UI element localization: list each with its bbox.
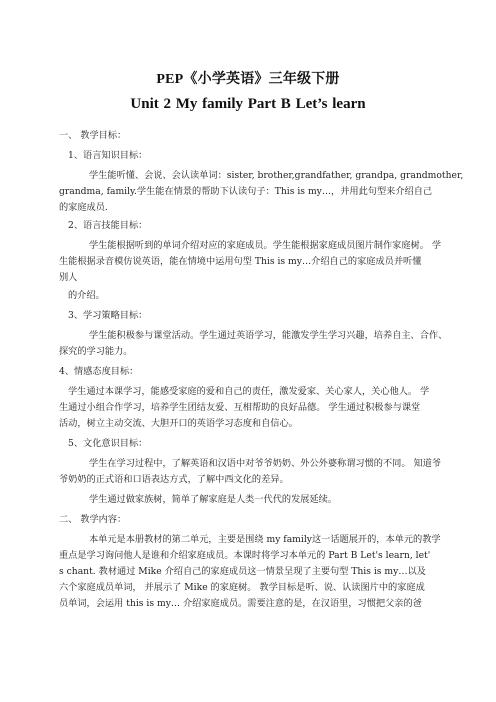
paragraph-line: 学生在学习过程中，了解英语和汉语中对爷爷奶奶、外公外婆称谓习惯的不同。 知道爷	[89, 458, 442, 469]
paragraph-line: 爷奶奶的正式语和口语表达方式，了解中西文化的差异。	[59, 474, 289, 485]
paragraph-line: 学生能听懂、会说、会认读单词：sister, brother,grandfather, grandpa, grandmother,	[89, 170, 464, 181]
paragraph-line: grandma, family.学生能在情景的帮助下认读句子：This is my…，并用此句型来介绍自己	[59, 186, 433, 197]
paragraph-line: 的家庭成员.	[59, 202, 108, 213]
paragraph-line: 六个家庭成员单词， 并展示了 Mike 的家庭树。 教学目标是听、说、认读图片中的家庭成	[59, 582, 425, 593]
paragraph-line: 活动，树立主动交流、大胆开口的英语学习态度和自信心。	[59, 418, 298, 429]
paragraph-line: 探究的学习能力。	[59, 346, 133, 357]
document-title: PEP《小学英语》三年级下册	[156, 72, 340, 87]
paragraph-line: s chant. 教材通过 Mike 介绍自己的家庭成员这一情景呈现了主要句型 This is my…以及	[59, 566, 426, 577]
subheading-attitude: 4、情感态度目标：	[59, 366, 139, 377]
paragraph-line: 学生能根据听到的单词介绍对应的家庭成员。学生能根据家庭成员图片制作家庭树。 学	[89, 240, 442, 251]
section-heading-objectives: 一、 教学目标：	[59, 130, 127, 141]
paragraph-line: 别人	[59, 272, 78, 283]
paragraph-line: 学生通过本课学习，能感受家庭的爱和自己的责任，激发爱家、关心家人，关心他人。 学	[68, 386, 430, 397]
paragraph-line: 的介绍。	[68, 290, 105, 301]
subheading-knowledge: 1、语言知识目标：	[68, 150, 148, 161]
paragraph-line: 生能根据录音模仿说英语，能在情境中运用句型 This is my…介绍自己的家庭成员并听懂	[59, 256, 422, 267]
paragraph-line: 员单词，会运用 this is my… 介绍家庭成员。需要注意的是，在汉语里，习惯把父亲的爸	[59, 598, 422, 609]
subheading-skills: 2、语言技能目标：	[68, 220, 148, 231]
paragraph-line: 本单元是本册教材的第二单元，主要是围绕 my family这一话题展开的，本单元的教学	[89, 534, 441, 545]
paragraph-line: 学生能积极参与课堂活动。学生通过英语学习，能激发学生学习兴趣，培养自主、合作、	[89, 330, 448, 341]
paragraph-line: 生通过小组合作学习，培养学生团结友爱、互相帮助的良好品德。 学生通过积极参与课堂	[59, 402, 421, 413]
document-subtitle: Unit 2 My family Part B Let’s learn	[130, 96, 366, 112]
subheading-strategy: 3、学习策略目标：	[68, 310, 148, 321]
subheading-culture: 5、文化意识目标：	[68, 438, 148, 449]
section-heading-content: 二、 教学内容：	[59, 514, 127, 525]
paragraph-line: 学生通过做家族树，简单了解家庭是人类一代代的发展延续。	[89, 494, 338, 505]
paragraph-line: 重点是学习询问他人是谁和介绍家庭成员。本课时将学习本单元的 Part B Let's learn, let'	[59, 550, 431, 561]
